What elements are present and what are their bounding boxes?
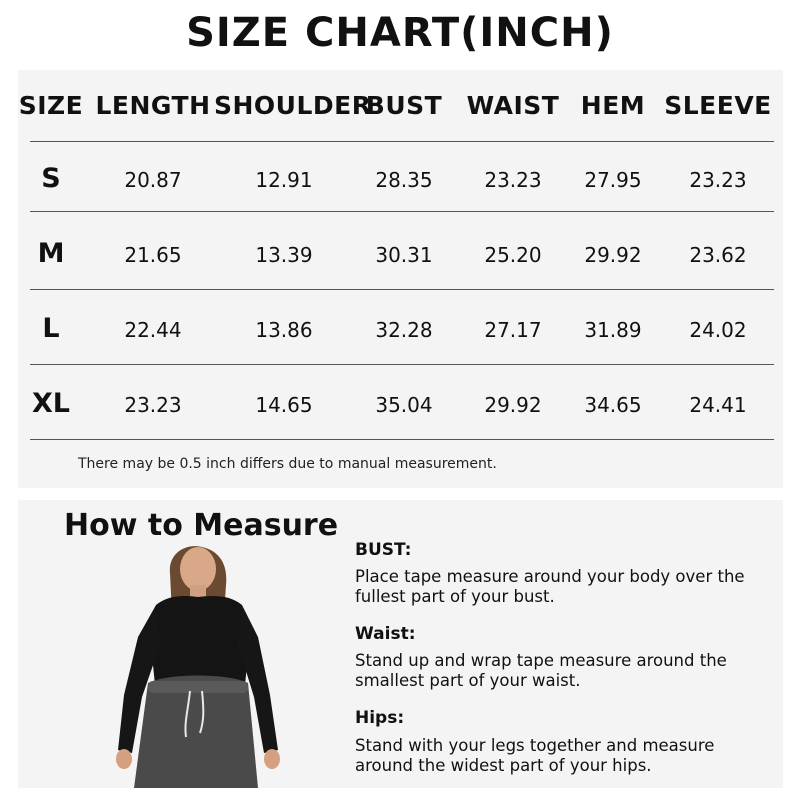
cell-waist: 29.92 — [484, 393, 542, 417]
cell-waist: 23.23 — [484, 168, 542, 192]
size-label: L — [42, 313, 60, 344]
waist-instructions: Stand up and wrap tape measure around the smallest part of your waist. — [355, 651, 727, 690]
header-size: SIZE — [18, 91, 84, 120]
model-figure — [98, 545, 298, 788]
cell-hem: 34.65 — [584, 393, 642, 417]
cell-length: 20.87 — [124, 168, 182, 192]
size-label: S — [41, 163, 61, 194]
measurement-note: There may be 0.5 inch differs due to manual measurement. — [78, 456, 497, 472]
header-hem: HEM — [580, 91, 646, 120]
cell-waist: 27.17 — [484, 318, 542, 342]
cell-shoulder: 12.91 — [255, 168, 313, 192]
cell-hem: 27.95 — [584, 168, 642, 192]
cell-hem: 31.89 — [584, 318, 642, 342]
bust-instructions: Place tape measure around your body over the fullest part of your bust. — [355, 567, 745, 606]
cell-length: 21.65 — [124, 243, 182, 267]
cell-sleeve: 23.62 — [689, 243, 747, 267]
size-label: XL — [31, 388, 71, 419]
hips-heading: Hips: — [355, 708, 405, 728]
size-chart-table — [18, 70, 783, 488]
header-waist: WAIST — [466, 91, 560, 120]
page-title: SIZE CHART(INCH) — [186, 10, 614, 56]
cell-bust: 32.28 — [375, 318, 433, 342]
cell-sleeve: 24.02 — [689, 318, 747, 342]
row-divider — [30, 141, 774, 142]
cell-bust: 30.31 — [375, 243, 433, 267]
row-divider — [30, 211, 774, 212]
cell-sleeve: 24.41 — [689, 393, 747, 417]
cell-bust: 35.04 — [375, 393, 433, 417]
cell-hem: 29.92 — [584, 243, 642, 267]
cell-length: 23.23 — [124, 393, 182, 417]
header-shoulder: SHOULDER — [214, 91, 372, 120]
cell-shoulder: 13.86 — [255, 318, 313, 342]
cell-shoulder: 13.39 — [255, 243, 313, 267]
cell-shoulder: 14.65 — [255, 393, 313, 417]
size-label: M — [37, 238, 65, 269]
cell-length: 22.44 — [124, 318, 182, 342]
cell-waist: 25.20 — [484, 243, 542, 267]
header-bust: BUST — [365, 91, 443, 120]
row-divider — [30, 439, 774, 440]
row-divider — [30, 289, 774, 290]
section-title: How to Measure — [64, 508, 339, 543]
header-sleeve: SLEEVE — [664, 91, 772, 120]
waist-heading: Waist: — [355, 624, 416, 644]
hips-instructions: Stand with your legs together and measure around the widest part of your hips. — [355, 736, 715, 775]
row-divider — [30, 364, 774, 365]
cell-sleeve: 23.23 — [689, 168, 747, 192]
cell-bust: 28.35 — [375, 168, 433, 192]
header-length: LENGTH — [95, 91, 211, 120]
bust-heading: BUST: — [355, 540, 412, 560]
how-to-measure-panel — [18, 500, 783, 788]
